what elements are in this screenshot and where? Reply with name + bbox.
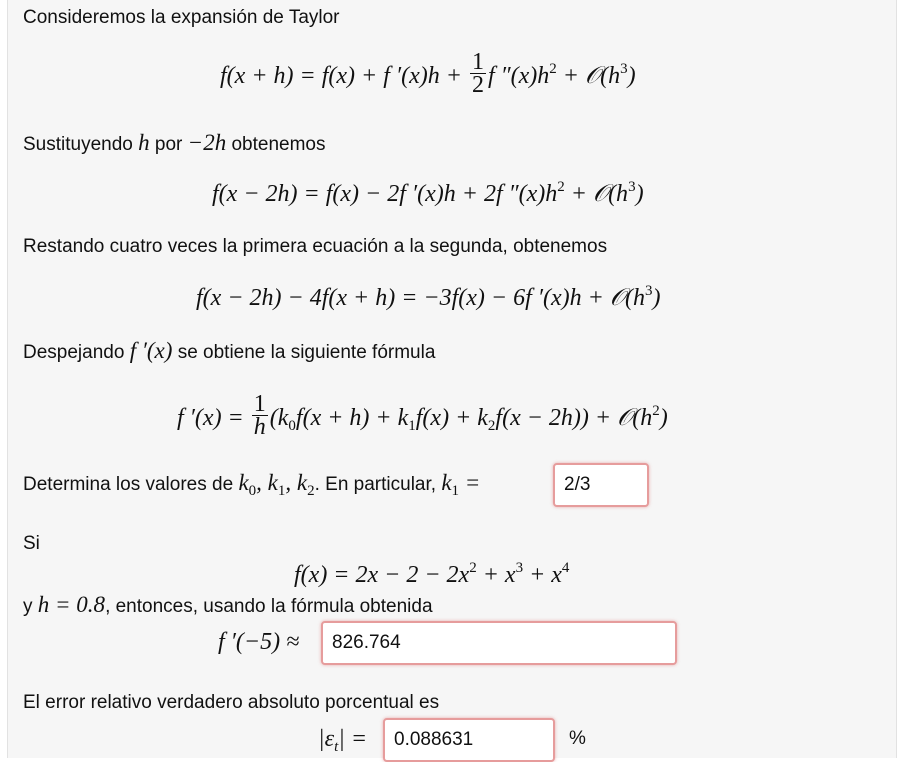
solve-text xyxy=(23,339,435,365)
text-fragment: , entonces, usando la fórmula obtenida xyxy=(105,596,433,617)
if-text: Si xyxy=(23,533,40,554)
expression-minus-2h: −2h xyxy=(187,130,227,155)
expression-fprime: f ′(x) xyxy=(129,338,173,363)
text-fragment: por xyxy=(154,134,183,155)
derivative-formula: f ′(x) = $\frac{1}{h}$ $(k_0f(x + h) + k_1f(x) + k_2f(x - 2h))$ + $𝒪(h^2)$ xyxy=(177,391,668,440)
error-text: El error relativo verdadero absoluto porcentual es xyxy=(23,692,440,713)
fprime-approx-label: f ′(−5) ≈ xyxy=(218,629,300,655)
taylor-expansion-equation: f(x + h) = f(x) + f ′(x)h + $\frac{1}{2}$ f $''(x)h^2$ + $𝒪(h^3)$ xyxy=(220,49,636,98)
text-fragment: Sustituyendo xyxy=(23,134,133,155)
intro-text: Consideremos la expansión de Taylor xyxy=(23,7,340,28)
k1-label: $k_1$ = xyxy=(441,470,481,499)
fprime-answer-value: 826.764 xyxy=(332,632,401,653)
variable-h: h xyxy=(138,130,150,155)
percent-unit: % xyxy=(569,728,586,749)
fprime-answer-input[interactable] xyxy=(321,621,677,665)
function-definition: $f(x) = 2x - 2 - 2x^2 + x^3 + x^4$ xyxy=(294,560,570,588)
determine-text xyxy=(23,471,480,497)
text-fragment: y xyxy=(23,596,33,617)
h-value-text xyxy=(23,593,433,619)
difference-equation: f(x − 2h) − 4f(x + h) = −3f(x) − 6f $'(x)h + 𝒪(h^3)$ xyxy=(196,283,661,311)
text-fragment: Determina los valores de xyxy=(23,474,234,495)
k1-answer-value: 2/3 xyxy=(564,474,591,495)
error-answer-value: 0.088631 xyxy=(394,729,474,750)
substitution-text xyxy=(23,131,326,157)
k1-answer-input[interactable] xyxy=(553,463,649,507)
text-fragment: . En particular, xyxy=(314,474,437,495)
h-value-expression: h = 0.8 xyxy=(37,592,106,617)
substituted-equation: f(x − 2h) = f(x) − 2f ′(x)h + 2f $''(x)h^2$ + $𝒪(h^3)$ xyxy=(212,179,644,207)
k-coefficients: $k_0$, $k_1$, $k_2$ xyxy=(238,470,315,499)
error-label: $|\varepsilon_t|$ = xyxy=(318,726,368,755)
text-fragment: Despejando xyxy=(23,342,125,363)
text-fragment: obtenemos xyxy=(231,134,326,155)
error-answer-input[interactable] xyxy=(383,718,555,762)
subtraction-text: Restando cuatro veces la primera ecuación a la segunda, obtenemos xyxy=(23,236,608,257)
text-fragment: se obtiene la siguiente fórmula xyxy=(177,342,436,363)
